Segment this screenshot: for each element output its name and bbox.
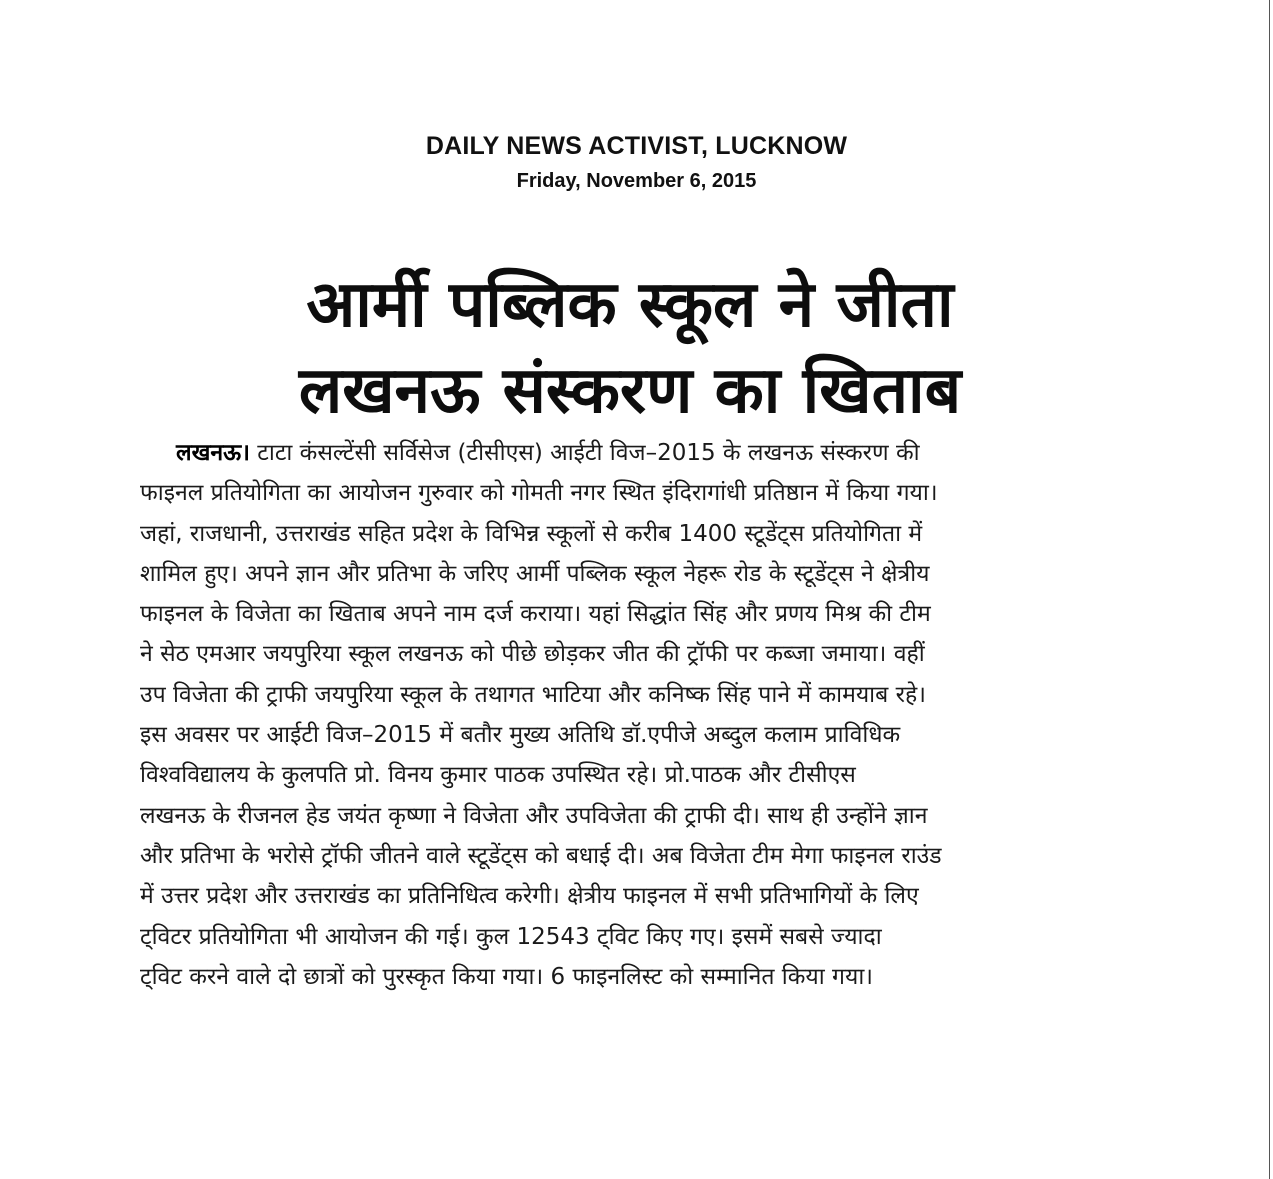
article-line: विश्वविद्यालय के कुलपति प्रो. विनय कुमार पाठक उपस्थित रहे। प्रो.पाठक और टीसीएस [140, 762, 856, 789]
article-line: ट्विट करने वाले दो छात्रों को पुरस्कृत किया गया। 6 फाइनलिस्ट को सम्मानित किया गया। [140, 963, 873, 990]
article-line: फाइनल प्रतियोगिता का आयोजन गुरुवार को गोमती नगर स्थित इंदिरागांधी प्रतिष्ठान में किया गया। [140, 480, 938, 507]
article-line: ने सेठ एमआर जयपुरिया स्कूल लखनऊ को पीछे छोड़कर जीत की ट्रॉफी पर कब्जा जमाया। वहीं [140, 641, 925, 668]
article-line: और प्रतिभा के भरोसे ट्रॉफी जीतने वाले स्टूडेंट्स को बधाई दी। अब विजेता टीम मेगा फाइनल राउंड [140, 842, 942, 869]
newspaper-name: DAILY NEWS ACTIVIST, LUCKNOW [425, 132, 848, 160]
article-line: जहां, राजधानी, उत्तराखंड सहित प्रदेश के विभिन्न स्कूलों से करीब 1400 स्टूडेंट्स प्रतियोगिता में [140, 520, 923, 547]
article-line: शामिल हुए। अपने ज्ञान और प्रतिभा के जरिए आर्मी पब्लिक स्कूल नेहरू रोड के स्टूडेंट्स ने क्षेत्रीय [140, 560, 930, 587]
headline-line-1: आर्मी पब्लिक स्कूल ने जीता [306, 268, 954, 342]
article-line: लखनऊ के रीजनल हेड जयंत कृष्णा ने विजेता और उपविजेता की ट्राफी दी। साथ ही उन्होंने ज्ञान [140, 802, 928, 829]
article-line: में उत्तर प्रदेश और उत्तराखंड का प्रतिनिधित्व करेगी। क्षेत्रीय फाइनल में सभी प्रतिभागियों के लिए [140, 883, 919, 910]
masthead [0, 130, 1273, 194]
article-headline [140, 262, 1120, 434]
article-line: उप विजेता की ट्राफी जयपुरिया स्कूल के तथागत भाटिया और कनिष्क सिंह पाने में कामयाब रहे। [140, 681, 926, 708]
article-line-text: टाटा कंसल्टेंसी सर्विसेज (टीसीएस) आईटी विज–2015 के लखनऊ संस्करण की [249, 440, 920, 466]
article-line: ट्विटर प्रतियोगिता भी आयोजन की गई। कुल 12543 ट्विट किए गए। इसमें सबसे ज्यादा [140, 923, 882, 950]
article-line: फाइनल के विजेता का खिताब अपने नाम दर्ज कराया। यहां सिद्धांत सिंह और प्रणय मिश्र की टीम [140, 601, 931, 628]
article-body [140, 433, 1115, 997]
article-line: इस अवसर पर आईटी विज–2015 में बतौर मुख्य अतिथि डॉ.एपीजे अब्दुल कलाम प्राविधिक [140, 722, 901, 749]
article-dateline: लखनऊ। [176, 440, 250, 466]
headline-line-2: लखनऊ संस्करण का खिताब [298, 354, 962, 428]
article-line [140, 433, 1115, 473]
publication-date: Friday, November 6, 2015 [516, 170, 757, 192]
